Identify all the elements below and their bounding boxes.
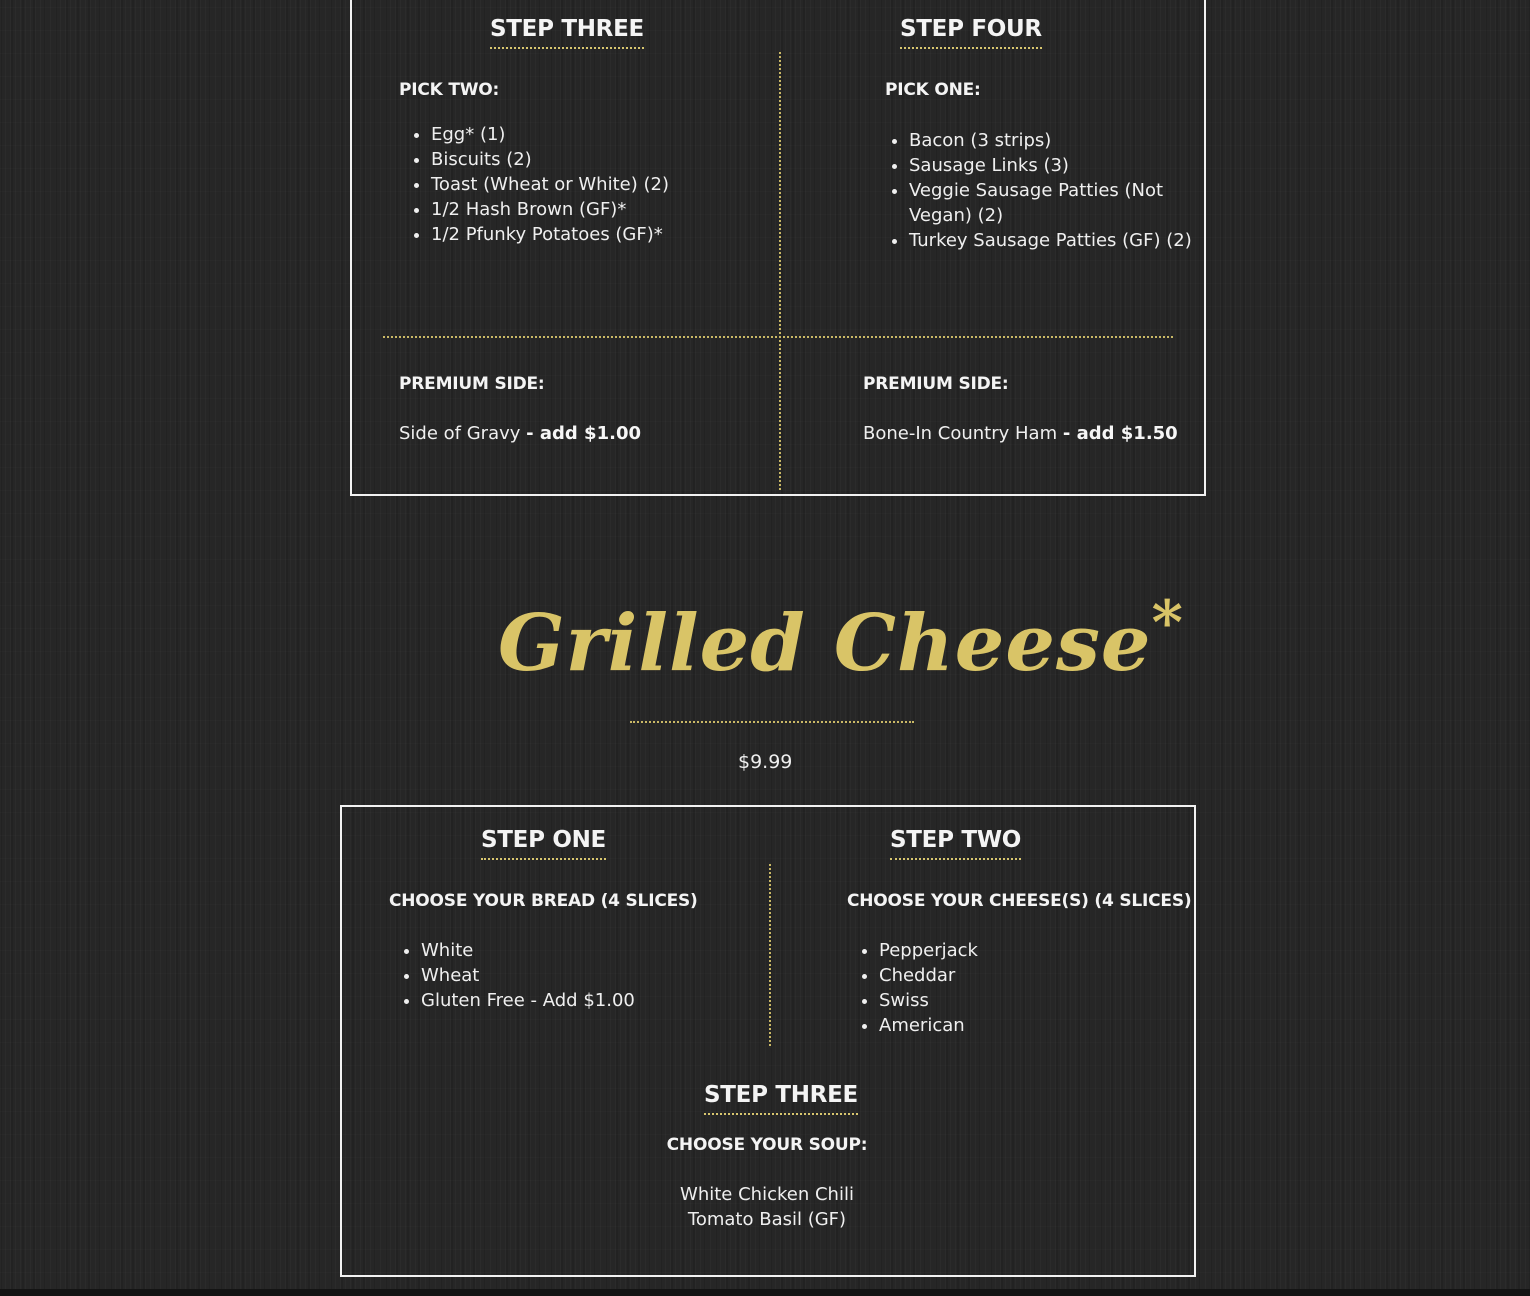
list-item: • Biscuits (2) bbox=[431, 147, 781, 172]
pick-one-list bbox=[877, 128, 1214, 253]
grilled-cheese-price: $9.99 bbox=[738, 751, 793, 773]
premium-item: Bone-In Country Ham bbox=[863, 423, 1058, 444]
premium-side-label-right: PREMIUM SIDE: bbox=[863, 374, 1009, 394]
title-text: Grilled Cheese bbox=[498, 598, 1152, 689]
breakfast-horizontal-divider bbox=[383, 336, 1173, 338]
list-item: • 1/2 Hash Brown (GF)* bbox=[431, 197, 781, 222]
list-item: • Cheddar bbox=[879, 963, 1199, 988]
cheese-label: CHOOSE YOUR CHEESE(S) (4 SLICES) bbox=[847, 891, 1192, 911]
pick-two-list bbox=[399, 122, 781, 247]
bread-label: CHOOSE YOUR BREAD (4 SLICES) bbox=[389, 891, 698, 911]
cheese-list bbox=[847, 938, 1199, 1038]
list-item: • 1/2 Pfunky Potatoes (GF)* bbox=[431, 222, 781, 247]
list-item: • Toast (Wheat or White) (2) bbox=[431, 172, 781, 197]
pick-one-label: PICK ONE: bbox=[885, 80, 981, 100]
list-item: • White bbox=[421, 938, 781, 963]
list-item: • Bacon (3 strips) bbox=[909, 128, 1214, 153]
list-item: • Swiss bbox=[879, 988, 1199, 1013]
grilled-cheese-title bbox=[498, 588, 1184, 689]
premium-side-left bbox=[399, 423, 641, 444]
premium-side-right bbox=[863, 423, 1178, 444]
list-item: • Wheat bbox=[421, 963, 781, 988]
list-item: • Gluten Free - Add $1.00 bbox=[421, 988, 781, 1013]
premium-side-label-left: PREMIUM SIDE: bbox=[399, 374, 545, 394]
step-one-heading: STEP ONE bbox=[481, 826, 606, 860]
list-item: • Egg* (1) bbox=[431, 122, 781, 147]
page-bottom-bar bbox=[0, 1289, 1530, 1296]
step-three-heading: STEP THREE bbox=[490, 15, 644, 49]
bread-list bbox=[389, 938, 781, 1013]
list-item: • American bbox=[879, 1013, 1199, 1038]
pick-two-label: PICK TWO: bbox=[399, 80, 500, 100]
soup-option: Tomato Basil (GF) bbox=[687, 1209, 847, 1230]
step-two-heading: STEP TWO bbox=[890, 826, 1021, 860]
soup-option: White Chicken Chili bbox=[680, 1184, 854, 1205]
list-item: • Veggie Sausage Patties (Not Vegan) (2) bbox=[909, 178, 1214, 228]
step-four-heading: STEP FOUR bbox=[900, 15, 1042, 49]
premium-item: Side of Gravy bbox=[399, 423, 521, 444]
premium-price: - add $1.50 bbox=[1062, 423, 1178, 444]
grilled-cheese-steps-box bbox=[340, 805, 1196, 1277]
title-underline bbox=[630, 721, 914, 723]
title-mark: * bbox=[1151, 588, 1184, 658]
list-item: • Sausage Links (3) bbox=[909, 153, 1214, 178]
breakfast-vertical-divider bbox=[779, 52, 781, 490]
list-item: • Pepperjack bbox=[879, 938, 1199, 963]
soup-step-heading: STEP THREE bbox=[704, 1081, 858, 1115]
premium-price: - add $1.00 bbox=[526, 423, 641, 444]
soup-label: CHOOSE YOUR SOUP: bbox=[666, 1135, 868, 1155]
list-item: • Turkey Sausage Patties (GF) (2) bbox=[909, 228, 1214, 253]
